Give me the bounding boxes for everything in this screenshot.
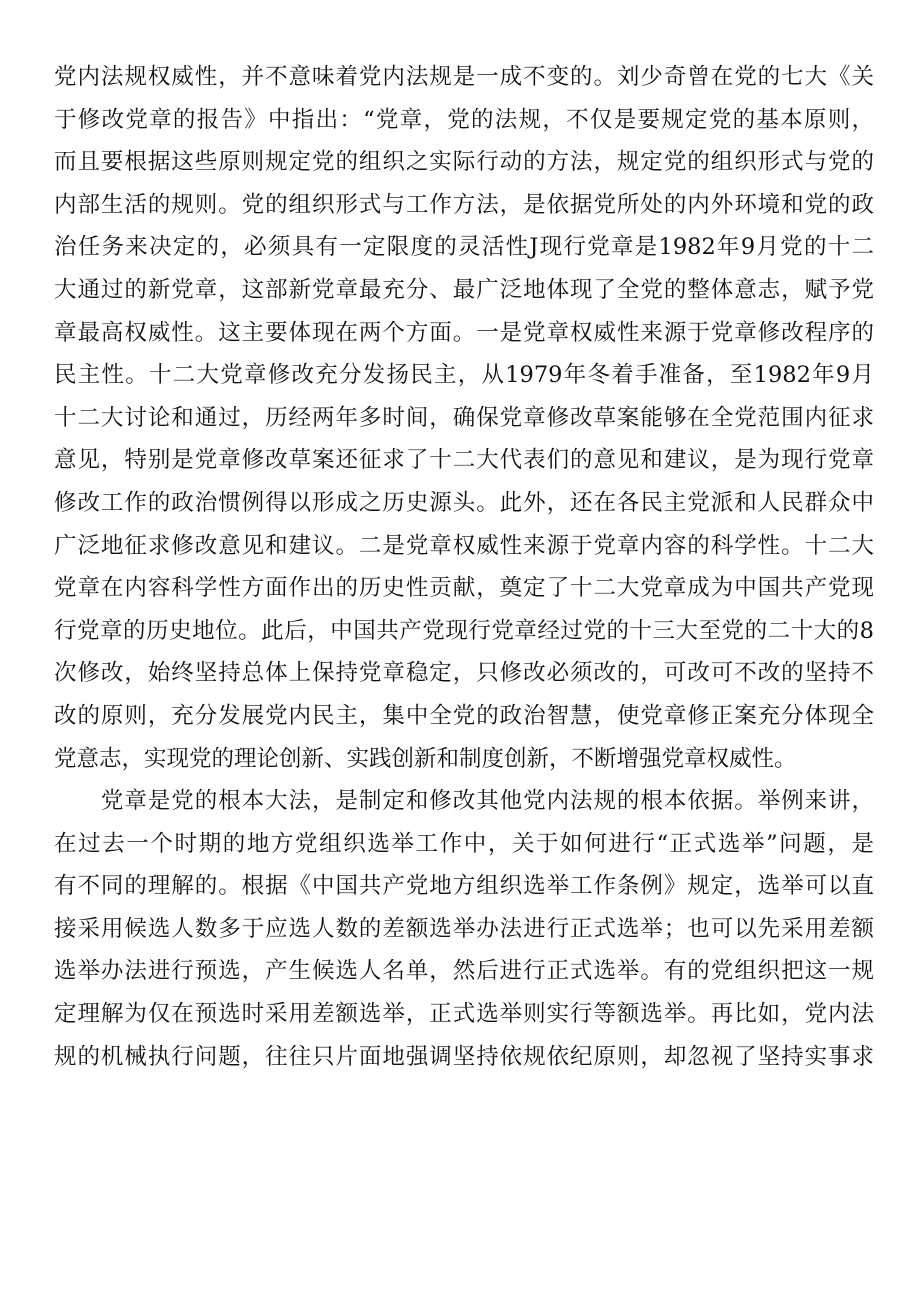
paragraph-2 xyxy=(54,780,874,1078)
text-line: 广泛地征求修改意见和建议。二是党章权威性来源于党章内容的科学性。十二大 xyxy=(54,532,874,559)
text-line: 行党章的历史地位。此后，中国共产党现行党章经过党的十三大至党的二十大的8 xyxy=(54,617,874,644)
body-text xyxy=(54,56,874,1078)
paragraph-1 xyxy=(54,56,874,780)
text-line: 党章是党的根本大法，是制定和修改其他党内法规的根本依据。举例来讲， xyxy=(54,788,874,815)
text-line: 于修改党章的报告》中指出：“党章，党的法规，不仅是要规定党的基本原则， xyxy=(54,106,874,133)
text-line: 接采用候选人数多于应选人数的差额选举办法进行正式选举；也可以先采用差额 xyxy=(54,915,874,942)
text-line: 党章在内容科学性方面作出的历史性贡献，奠定了十二大党章成为中国共产党现 xyxy=(54,575,874,602)
text-line: 次修改，始终坚持总体上保持党章稳定，只修改必须改的，可改可不改的坚持不 xyxy=(54,660,874,687)
text-line: 党意志，实现党的理论创新、实践创新和制度创新，不断增强党章权威性。 xyxy=(54,745,797,772)
text-line: 意见，特别是党章修改草案还征求了十二大代表们的意见和建议，是为现行党章 xyxy=(54,447,874,474)
text-line: 选举办法进行预选，产生候选人名单，然后进行正式选举。有的党组织把这一规 xyxy=(54,958,874,985)
text-line: 民主性。十二大党章修改充分发扬民主，从1979年冬着手准备，至1982年9月 xyxy=(54,362,874,389)
text-line: 治任务来决定的，必须具有一定限度的灵活性J现行党章是1982年9月党的十二 xyxy=(54,234,874,261)
text-line: 十二大讨论和通过，历经两年多时间，确保党章修改草案能够在全党范围内征求 xyxy=(54,404,874,431)
text-line: 而且要根据这些原则规定党的组织之实际行动的方法，规定党的组织形式与党的 xyxy=(54,149,874,176)
text-line: 修改工作的政治惯例得以形成之历史源头。此外，还在各民主党派和人民群众中 xyxy=(54,489,874,516)
text-line: 在过去一个时期的地方党组织选举工作中，关于如何进行“正式选举”问题，是 xyxy=(54,830,874,857)
text-line: 章最高权威性。这主要体现在两个方面。一是党章权威性来源于党章修改程序的 xyxy=(54,319,874,346)
text-line: 党内法规权威性，并不意味着党内法规是一成不变的。刘少奇曾在党的七大《关 xyxy=(54,64,874,90)
text-line: 定理解为仅在预选时采用差额选举，正式选举则实行等额选举。再比如，党内法 xyxy=(54,1001,874,1028)
text-line: 内部生活的规则。党的组织形式与工作方法，是依据党所处的内外环境和党的政 xyxy=(54,191,874,218)
text-line: 大通过的新党章，这部新党章最充分、最广泛地体现了全党的整体意志，赋予党 xyxy=(54,276,874,303)
text-line: 改的原则，充分发展党内民主，集中全党的政治智慧，使党章修正案充分体现全 xyxy=(54,702,874,729)
text-line: 有不同的理解的。根据《中国共产党地方组织选举工作条例》规定，选举可以直 xyxy=(54,873,874,900)
text-line: 规的机械执行问题，往往只片面地强调坚持依规依纪原则，却忽视了坚持实事求 xyxy=(54,1043,874,1070)
